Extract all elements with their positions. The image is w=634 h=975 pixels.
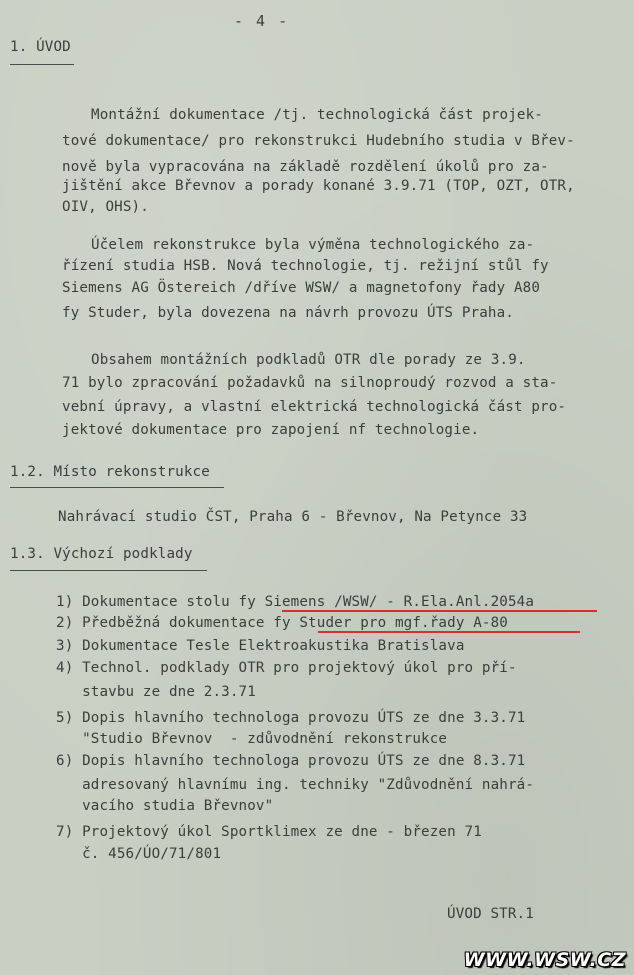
paragraph-line: Montážní dokumentace /tj. technologická část projek-: [91, 107, 543, 123]
footer-page-label: ÚVOD STR.1: [447, 906, 534, 922]
section-heading-sources: 1.3. Výchozí podklady: [10, 546, 193, 562]
paragraph-line: Siemens AG Östereich /dříve WSW/ a magnetofony řady A80: [62, 280, 541, 296]
paragraph-line: jištění akce Břevnov a porady konané 3.9.71 (TOP, OZT, OTR,: [62, 178, 575, 194]
paragraph-line: nově byla vypracována na základě rozdělení úkolů pro za-: [62, 159, 549, 175]
red-underline-annotation: [318, 631, 580, 633]
paragraph-line: Účelem rekonstrukce byla výměna technologického za-: [91, 237, 535, 253]
section-heading-location: 1.2. Místo rekonstrukce: [10, 464, 210, 480]
list-item: 6) Dopis hlavního technologa provozu ÚTS ze dne 8.3.71: [56, 753, 526, 769]
section-heading-intro: 1. ÚVOD: [10, 39, 71, 55]
paragraph-line: vební úpravy, a vlastní elektrická technologická část pro-: [62, 399, 567, 415]
list-item: 5) Dopis hlavního technologa provozu ÚTS ze dne 3.3.71: [56, 710, 526, 726]
paragraph-line: OIV, OHS).: [62, 199, 149, 215]
paragraph-line: řízení studia HSB. Nová technologie, tj. režijní stůl fy: [62, 258, 549, 274]
list-item-continuation: "Studio Břevnov - zdůvodnění rekonstrukce: [56, 731, 448, 747]
paragraph-line: fy Studer, byla dovezena na návrh provozu ÚTS Praha.: [62, 305, 514, 321]
site-watermark: WWW.WSW.CZ: [463, 949, 626, 971]
list-item: 7) Projektový úkol Sportklimex ze dne - březen 71: [56, 824, 482, 840]
heading-underline: [10, 64, 74, 65]
heading-underline: [10, 487, 224, 488]
paragraph-line: jektové dokumentace pro zapojení nf technologie.: [62, 422, 480, 438]
page-number: - 4 -: [234, 12, 290, 30]
list-item-continuation: č. 456/ÚO/71/801: [56, 846, 222, 862]
heading-underline: [10, 570, 207, 571]
paragraph-line: 71 bylo zpracování požadavků na silnoproudý rozvod a sta-: [62, 375, 558, 391]
list-item-continuation: stavbu ze dne 2.3.71: [56, 684, 256, 700]
red-underline-annotation: [282, 610, 597, 612]
paragraph-line: tové dokumentace/ pro rekonstrukci Hudebního studia v Břev-: [62, 133, 575, 149]
list-item: 2) Předběžná dokumentace fy Studer pro mgf.řady A-80: [56, 615, 508, 631]
location-text: Nahrávací studio ČST, Praha 6 - Břevnov, Na Petynce 33: [58, 509, 528, 525]
list-item-continuation: vacího studia Břevnov": [56, 798, 274, 814]
list-item: 4) Technol. podklady OTR pro projektový úkol pro pří-: [56, 660, 517, 676]
paragraph-line: Obsahem montážních podkladů OTR dle porady ze 3.9.: [91, 352, 526, 368]
list-item: 1) Dokumentace stolu fy Siemens /WSW/ - R.Ela.Anl.2054a: [56, 594, 535, 610]
list-item-continuation: adresovaný hlavnímu ing. techniky "Zdůvodnění nahrá-: [56, 777, 535, 793]
list-item: 3) Dokumentace Tesle Elektroakustika Bratislava: [56, 638, 465, 654]
